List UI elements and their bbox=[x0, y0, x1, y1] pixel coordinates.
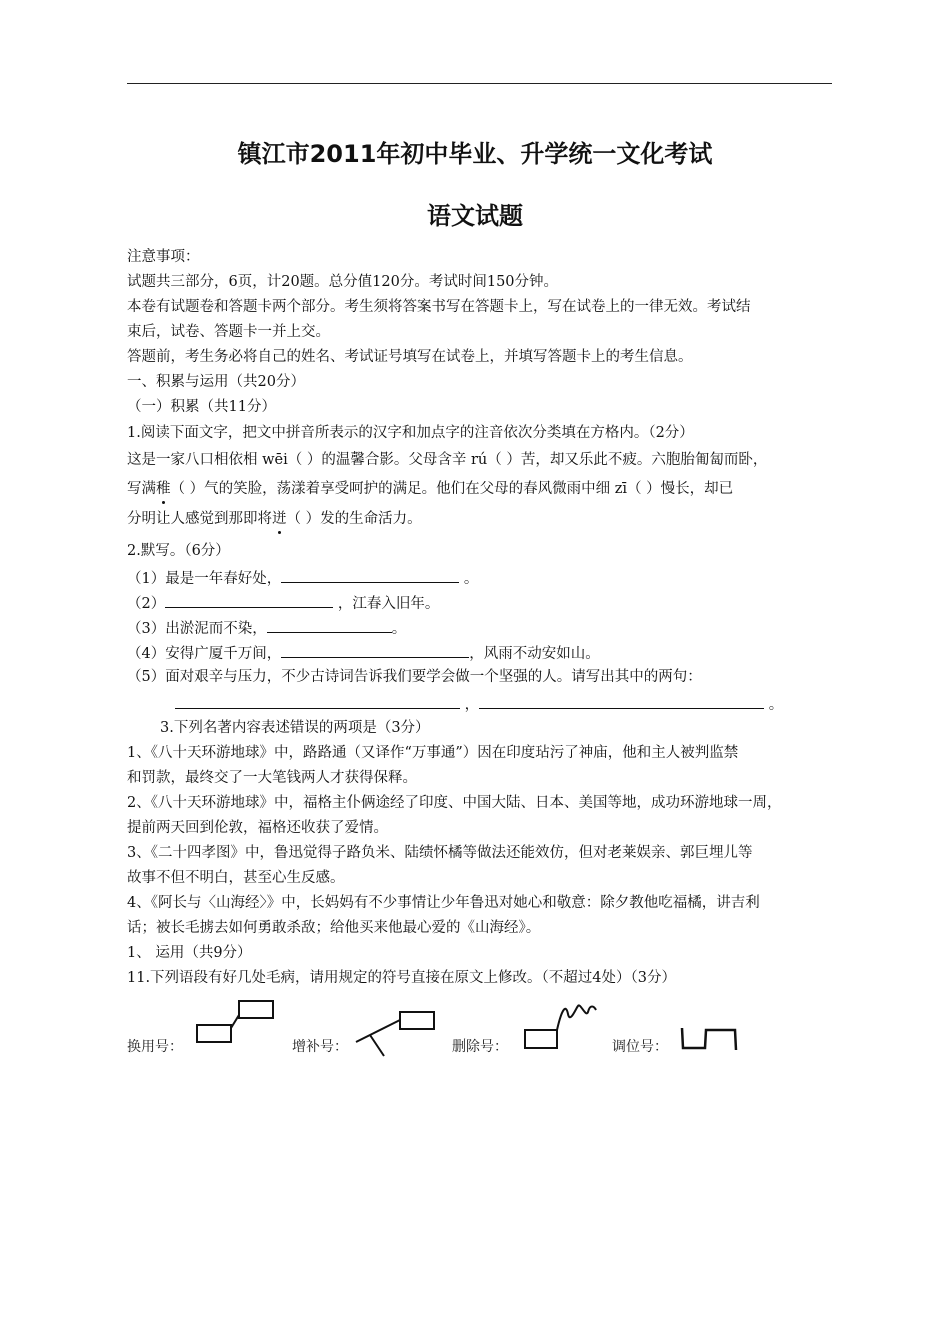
question-3: 3.下列名著内容表述错误的两项是（3分） bbox=[160, 720, 430, 736]
q3-option-4: 4、《阿长与〈山海经〉》中，长妈妈有不少事情让少年鲁迅对她心和敬意：除夕教他吃福橘，讲吉利 bbox=[127, 895, 760, 911]
q3-option-3: 故事不但不明白，甚至心生反感。 bbox=[127, 870, 345, 886]
question-11: 11.下列语段有好几处毛病，请用规定的符号直接在原文上修改。（不超过4处）（3分） bbox=[127, 970, 677, 986]
delete-label: 删除号： bbox=[452, 1039, 508, 1055]
q1-passage-line: 分明让人感觉到那即将迸（ ）发的生命活力。 bbox=[127, 511, 422, 527]
q2-item-5: （5）面对艰辛与压力，不少古诗词告诉我们要学会做一个坚强的人。请写出其中的两句： bbox=[127, 669, 702, 685]
transpose-symbol-icon bbox=[679, 998, 745, 1054]
answer-blank[interactable] bbox=[479, 693, 764, 709]
replace-label: 换用号： bbox=[127, 1039, 183, 1055]
question-1: 1.阅读下面文字，把文中拼音所表示的汉字和加点字的注音依次分类填在方格内。（2分） bbox=[127, 425, 694, 441]
answer-blank[interactable] bbox=[267, 617, 392, 633]
answer-blank[interactable] bbox=[281, 567, 459, 583]
q3-option-1: 和罚款，最终交了一大笔钱两人才获得保释。 bbox=[127, 770, 417, 786]
dotted-char: 迸 bbox=[272, 511, 287, 527]
replace-symbol-icon bbox=[195, 998, 280, 1048]
notice-line: 答题前，考生务必将自己的姓名、考试证号填写在试卷上，并填写答题卡上的考生信息。 bbox=[127, 349, 693, 365]
answer-blank[interactable] bbox=[165, 592, 333, 608]
notice-heading: 注意事项： bbox=[127, 249, 200, 265]
notice-line: 本卷有试题卷和答题卡两个部分。考生须将答案书写在答题卡上，写在试卷上的一律无效。考试结 bbox=[127, 299, 751, 315]
insert-symbol-icon bbox=[352, 998, 442, 1060]
dotted-char: 稚 bbox=[156, 481, 171, 497]
notice-line: 束后，试卷、答题卡一并上交。 bbox=[127, 324, 330, 340]
section-heading: 1、 运用（共9分） bbox=[127, 945, 252, 961]
top-rule bbox=[127, 83, 832, 84]
question-2: 2.默写。（6分） bbox=[127, 543, 230, 559]
exam-title: 镇江市2011年初中毕业、升学统一文化考试 bbox=[237, 140, 713, 168]
correction-symbols bbox=[127, 998, 747, 1062]
insert-label: 增补号： bbox=[292, 1039, 348, 1055]
answer-blank[interactable] bbox=[175, 693, 460, 709]
section-heading: （一）积累（共11分） bbox=[127, 399, 276, 415]
q2-item-1: （1）最是一年春好处， 。 bbox=[127, 567, 478, 589]
q3-option-3: 3、《二十四孝图》中，鲁迅觉得子路负米、陆绩怀橘等做法还能效仿，但对老莱娱亲、郭巨埋儿等 bbox=[127, 845, 753, 861]
delete-symbol-icon bbox=[522, 998, 612, 1054]
part-heading: 一、积累与运用（共20分） bbox=[127, 374, 305, 390]
q1-passage-line: 写满稚（ ）气的笑脸，荡漾着享受呵护的满足。他们在父母的春风微雨中细 zī（ ）慢长，却已 bbox=[127, 481, 734, 497]
answer-blank[interactable] bbox=[281, 642, 469, 658]
q2-item-2: （2） ，江春入旧年。 bbox=[127, 592, 439, 614]
notice-line: 试题共三部分，6页，计20题。总分值120分。考试时间150分钟。 bbox=[127, 274, 559, 290]
q3-option-2: 提前两天回到伦敦，福格还收获了爱情。 bbox=[127, 820, 388, 836]
exam-subtitle: 语文试题 bbox=[427, 202, 523, 230]
transpose-label: 调位号： bbox=[612, 1039, 668, 1055]
q3-option-2: 2、《八十天环游地球》中，福格主仆俩途经了印度、中国大陆、日本、美国等地，成功环游地球一周， bbox=[127, 795, 782, 811]
q3-option-1: 1、《八十天环游地球》中，路路通（又译作“万事通”）因在印度玷污了神庙，他和主人被判监禁 bbox=[127, 745, 739, 761]
q1-passage-line: 这是一家八口相依相 wēi（ ）的温馨合影。父母含辛 rú（ ）苦，却又乐此不疲。六胞胎匍匐而卧， bbox=[127, 452, 768, 468]
q2-item-3: （3）出淤泥而不染， 。 bbox=[127, 617, 406, 639]
q2-item-4: （4）安得广厦千万间， ，风雨不动安如山。 bbox=[127, 642, 600, 664]
q3-option-4: 话；被长毛掳去如何勇敢杀敌；给他买来他最心爱的《山海经》。 bbox=[127, 920, 541, 936]
q2-item-5-blanks: ， 。 bbox=[175, 693, 783, 715]
